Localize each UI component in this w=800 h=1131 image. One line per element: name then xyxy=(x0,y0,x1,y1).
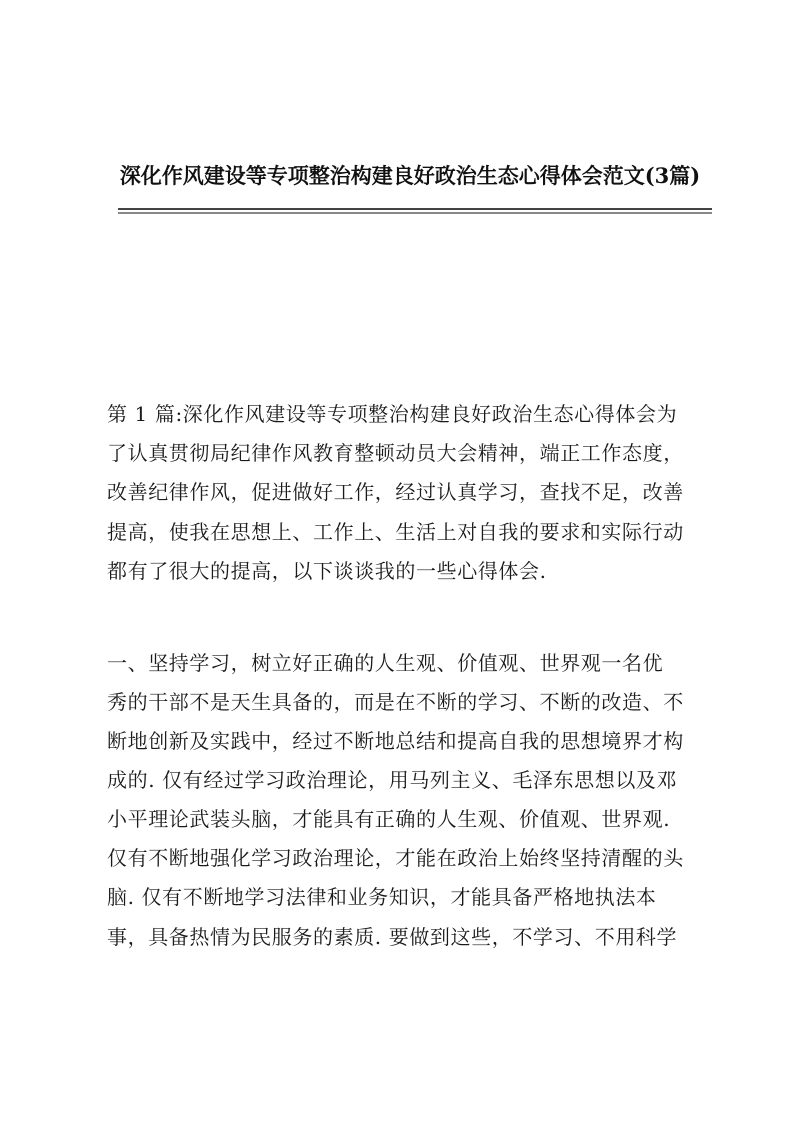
paragraph-2-line: 秀的干部不是天生具备的，而是在不断的学习、不断的改造、不 xyxy=(107,690,684,714)
paragraph-1-line: 改善纪律作风，促进做好工作，经过认真学习，查找不足，改善 xyxy=(107,480,684,504)
paragraph-1-line: 第 1 篇:深化作风建设等专项整治构建良好政治生态心得体会为 xyxy=(107,402,678,426)
paragraph-2-line: 断地创新及实践中，经过不断地总结和提高自我的思想境界才构 xyxy=(107,729,684,753)
paragraph-1-line: 提高，使我在思想上、工作上、生活上对自我的要求和实际行动 xyxy=(107,520,684,544)
title-divider xyxy=(118,208,712,214)
document-title: 深化作风建设等专项整治构建良好政治生态心得体会范文(3篇) xyxy=(119,163,701,188)
paragraph-2-line: 成的. 仅有经过学习政治理论，用马列主义、毛泽东思想以及邓 xyxy=(107,768,678,792)
paragraph-2-line: 事，具备热情为民服务的素质. 要做到这些，不学习、不用科学 xyxy=(107,925,678,949)
paragraph-2-line: 脑. 仅有不断地学习法律和业务知识，才能具备严格地执法本 xyxy=(107,885,657,909)
paragraph-2-line: 一、坚持学习，树立好正确的人生观、价值观、世界观一名优 xyxy=(107,651,664,675)
paragraph-2-line: 小平理论武装头脑，才能具有正确的人生观、价值观、世界观. xyxy=(107,807,671,831)
paragraph-1-line: 了认真贯彻局纪律作风教育整顿动员大会精神，端正工作态度， xyxy=(107,441,684,465)
paragraph-2-line: 仅有不断地强化学习政治理论，才能在政治上始终坚持清醒的头 xyxy=(107,846,684,870)
paragraph-1-line: 都有了很大的提高，以下谈谈我的一些心得体会. xyxy=(107,559,547,583)
